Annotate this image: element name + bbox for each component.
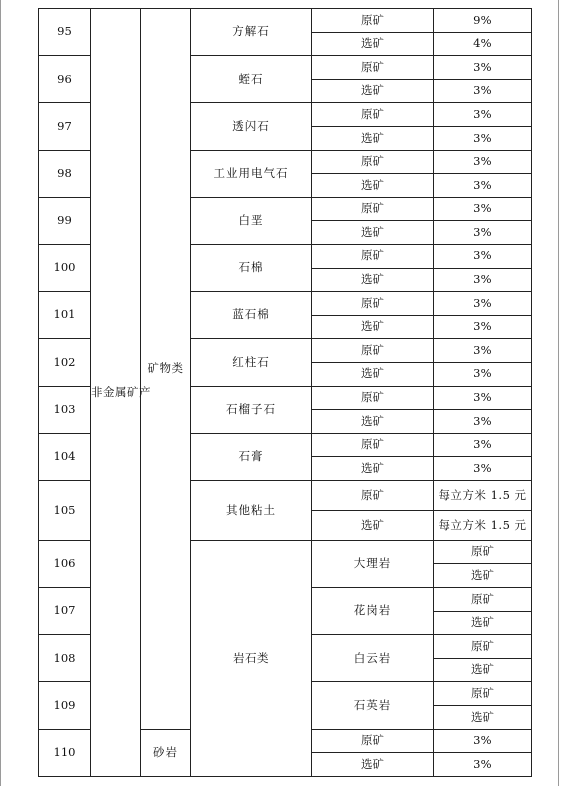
type-raw: 原矿 [312, 292, 434, 316]
type-raw: 原矿 [434, 635, 532, 659]
mineral-name: 方解石 [191, 9, 312, 56]
row-number: 100 [39, 244, 91, 291]
row-number: 108 [39, 635, 91, 682]
mineral-name: 石膏 [191, 433, 312, 480]
mineral-name: 石英岩 [312, 682, 434, 729]
row-number: 105 [39, 480, 91, 540]
rate-processed: 3% [434, 221, 532, 245]
rate-processed: 3% [434, 457, 532, 481]
rate-raw: 3% [434, 339, 532, 363]
type-processed: 选矿 [312, 457, 434, 481]
type-processed: 选矿 [312, 268, 434, 292]
row-number: 107 [39, 588, 91, 635]
type-raw: 原矿 [312, 56, 434, 80]
type-processed: 选矿 [312, 753, 434, 777]
mineral-name: 石棉 [191, 244, 312, 291]
type-processed: 选矿 [312, 174, 434, 198]
rate-raw: 3% [434, 103, 532, 127]
category-cell: 非金属矿产 [91, 9, 141, 777]
table-row [39, 9, 532, 33]
type-processed: 选矿 [434, 611, 532, 635]
mineral-name: 砂岩 [141, 729, 191, 776]
mineral-name: 工业用电气石 [191, 150, 312, 197]
type-processed: 选矿 [312, 32, 434, 56]
page-border-right [558, 0, 559, 786]
type-processed: 选矿 [312, 221, 434, 245]
row-number: 95 [39, 9, 91, 56]
page-border-left [0, 0, 1, 786]
type-raw: 原矿 [312, 339, 434, 363]
type-raw: 原矿 [312, 197, 434, 221]
type-raw: 原矿 [312, 386, 434, 410]
row-number: 98 [39, 150, 91, 197]
mineral-name: 石榴子石 [191, 386, 312, 433]
rate-raw: 9% [434, 9, 532, 33]
mineral-name: 红柱石 [191, 339, 312, 386]
type-processed: 选矿 [434, 564, 532, 588]
row-number: 96 [39, 56, 91, 103]
mineral-name: 白垩 [191, 197, 312, 244]
type-raw: 原矿 [312, 150, 434, 174]
row-number: 102 [39, 339, 91, 386]
type-raw: 原矿 [434, 682, 532, 706]
mineral-name: 白云岩 [312, 635, 434, 682]
type-raw: 原矿 [434, 540, 532, 564]
type-processed: 选矿 [312, 510, 434, 540]
rate-processed: 3% [434, 315, 532, 339]
rate-processed: 每立方米 1.5 元 [434, 510, 532, 540]
type-raw: 原矿 [434, 588, 532, 612]
mineral-name: 其他粘土 [191, 480, 312, 540]
mineral-name: 大理岩 [312, 540, 434, 587]
row-number: 106 [39, 540, 91, 587]
rate-raw: 3% [434, 386, 532, 410]
rate-raw: 3% [434, 150, 532, 174]
resource-tax-table [38, 8, 532, 777]
row-number: 109 [39, 682, 91, 729]
rate-raw: 3% [434, 292, 532, 316]
type-processed: 选矿 [434, 658, 532, 682]
rate-raw: 3% [434, 56, 532, 80]
subcategory-cell: 岩石类 [191, 540, 312, 776]
rate-processed: 3% [434, 753, 532, 777]
mineral-name: 花岗岩 [312, 588, 434, 635]
rate-processed: 3% [434, 174, 532, 198]
mineral-name: 蛭石 [191, 56, 312, 103]
type-processed: 选矿 [312, 315, 434, 339]
rate-raw: 每立方米 1.5 元 [434, 480, 532, 510]
table-body [39, 9, 532, 777]
type-processed: 选矿 [434, 706, 532, 730]
row-number: 101 [39, 292, 91, 339]
type-raw: 原矿 [312, 480, 434, 510]
type-processed: 选矿 [312, 79, 434, 103]
type-processed: 选矿 [312, 362, 434, 386]
type-raw: 原矿 [312, 9, 434, 33]
row-number: 97 [39, 103, 91, 150]
mineral-name: 蓝石棉 [191, 292, 312, 339]
type-raw: 原矿 [312, 103, 434, 127]
rate-processed: 3% [434, 410, 532, 434]
rate-processed: 3% [434, 362, 532, 386]
row-number: 110 [39, 729, 91, 776]
rate-raw: 3% [434, 197, 532, 221]
type-processed: 选矿 [312, 126, 434, 150]
row-number: 104 [39, 433, 91, 480]
subcategory-cell: 矿物类 [141, 9, 191, 730]
rate-processed: 4% [434, 32, 532, 56]
mineral-name: 透闪石 [191, 103, 312, 150]
row-number: 99 [39, 197, 91, 244]
rate-raw: 3% [434, 433, 532, 457]
type-raw: 原矿 [312, 729, 434, 753]
rate-processed: 3% [434, 126, 532, 150]
rate-raw: 3% [434, 729, 532, 753]
type-raw: 原矿 [312, 244, 434, 268]
row-number: 103 [39, 386, 91, 433]
type-processed: 选矿 [312, 410, 434, 434]
rate-raw: 3% [434, 244, 532, 268]
rate-processed: 3% [434, 79, 532, 103]
type-raw: 原矿 [312, 433, 434, 457]
rate-processed: 3% [434, 268, 532, 292]
